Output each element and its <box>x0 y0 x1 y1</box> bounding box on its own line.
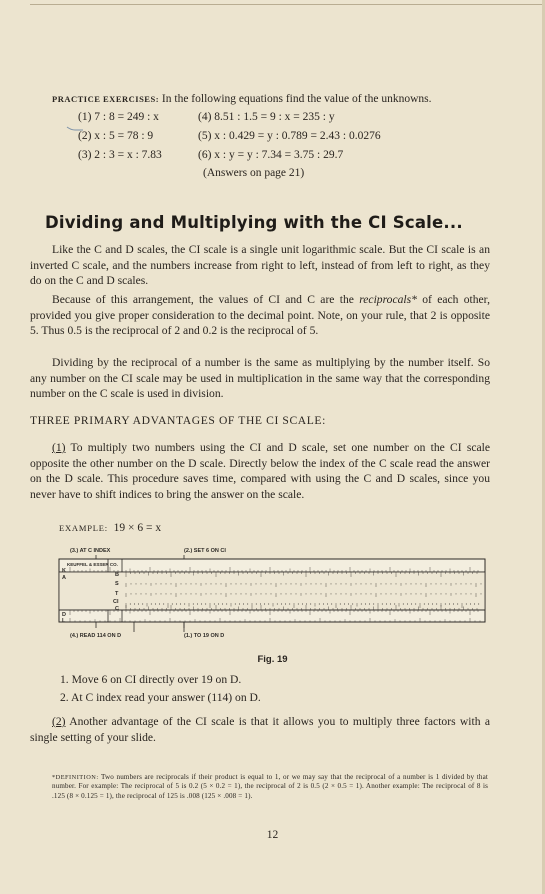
advantage-2-number: (2) <box>52 715 66 728</box>
page-top-edge <box>30 4 545 5</box>
scale-letter-c: C <box>115 606 119 612</box>
scale-letter-t: T <box>115 591 119 597</box>
advantage-2 <box>30 714 490 745</box>
scale-letter-ci: CI <box>113 599 119 605</box>
equation-3: (3) 2 : 3 = x : 7.83 <box>78 149 162 161</box>
advantage-2-text: Another advantage of the CI scale is that it allows you to multiply three factors with a single setting of your slide. <box>30 715 490 744</box>
equation-6: (6) x : y = y : 7.34 = 3.75 : 29.7 <box>198 149 344 161</box>
footnote-definition <box>52 773 488 801</box>
scale-letter-a: A <box>62 575 66 581</box>
page-number: 12 <box>266 829 279 841</box>
example-line <box>59 522 161 534</box>
footnote-label: *DEFINITION: <box>52 774 99 781</box>
equation-4: (4) 8.51 : 1.5 = 9 : x = 235 : y <box>198 111 335 123</box>
figure-caption: Fig. 19 <box>257 654 288 665</box>
scale-letter-s: S <box>115 581 119 587</box>
figure-label-read-114: (4.) READ 114 ON D <box>70 633 122 639</box>
figure-label-set-6: (2.) SET 6 ON CI <box>184 548 226 554</box>
slide-rule-figure <box>56 548 488 642</box>
example-label: EXAMPLE: <box>59 523 108 533</box>
paragraph-2-text-a: Because of this arrangement, the values of CI and C are the <box>52 293 354 306</box>
advantage-1-number: (1) <box>52 441 66 454</box>
advantages-subheading: THREE PRIMARY ADVANTAGES OF THE CI SCALE: <box>30 414 326 427</box>
example-equation: 19 × 6 = x <box>113 522 162 534</box>
paragraph-1 <box>30 242 490 289</box>
step-1: 1. Move 6 on CI directly over 19 on D. <box>60 673 242 686</box>
reciprocals-term: reciprocals* <box>359 293 417 306</box>
scale-letter-d: D <box>62 612 66 618</box>
scale-letter-b: B <box>115 572 119 578</box>
advantage-1-text: To multiply two numbers using the CI and D scale, set one number on the CI scale opposite the other number on the D scale. Directly below the index of the C scale read the answer on the D scale. This procedure saves time, compared with using the C and D scales, since you never have to shift indices to bring the answer on the scale. <box>30 441 490 501</box>
paragraph-2 <box>30 292 490 339</box>
footnote-text: Two numbers are reciprocals if their product is equal to 1, or we may say that the reciprocal of a number is 1 divided by that number. For example: The reciprocal of 5 is 0.2 (5 × 0.2 = 1), the reciprocal of 2 is 0.5 (2 × 0.5 = 1). Another example: The reciprocal of 8 is .125 (8 × 0.125 = 1), the reciprocal of 125 is .008 (125 × .008 = 1). <box>52 773 488 800</box>
equation-5: (5) x : 0.429 = y : 0.789 = 2.43 : 0.0276 <box>198 130 381 142</box>
steps-list <box>60 671 261 707</box>
paragraph-3-text: Dividing by the reciprocal of a number is the same as multiplying by the number itself. So any number on the CI scale may be used in multiplication in the same way that the corresponding number on the C scale is used in division. <box>30 356 490 401</box>
equation-2: (2) x : 5 = 78 : 9 <box>78 130 154 142</box>
figure-label-c-index: (3.) AT C INDEX <box>70 548 111 554</box>
paragraph-3 <box>30 355 490 402</box>
advantage-1 <box>30 440 490 502</box>
equation-1: (1) 7 : 8 = 249 : x <box>78 111 159 123</box>
slide <box>59 572 485 610</box>
figure-label-to-19: (1.) TO 19 ON D <box>184 633 225 639</box>
practice-intro-text: In the following equations find the value of the unknowns. <box>161 93 432 105</box>
rule-brand: KEUFFEL & ESSER CO. <box>67 562 118 567</box>
step-2: 2. At C index read your answer (114) on D. <box>60 691 261 704</box>
slide-rule-illustration <box>56 548 488 642</box>
practice-intro <box>52 92 492 107</box>
practice-label: PRACTICE EXERCISES: <box>52 94 160 104</box>
scale-letter-k: K <box>62 568 66 574</box>
section-heading: Dividing and Multiplying with the CI Scale... <box>45 213 463 232</box>
pencil-check-mark <box>65 124 85 136</box>
scale-letter-l: L <box>62 618 66 624</box>
paragraph-1-text: Like the C and D scales, the CI scale is a single unit logarithmic scale. But the CI scale is an inverted C scale, and the numbers increase from right to left, instead of from left to right, as they do on the C and D scales. <box>30 243 490 288</box>
answers-note: (Answers on page 21) <box>203 167 305 179</box>
paragraph-2-text-b: of each other, provided you give proper consideration to the decimal point. Note, on your rule, that 2 is opposite 5. Thus 0.5 is the reciprocal of 2 and 0.2 is the reciprocal of 5. <box>30 293 490 338</box>
